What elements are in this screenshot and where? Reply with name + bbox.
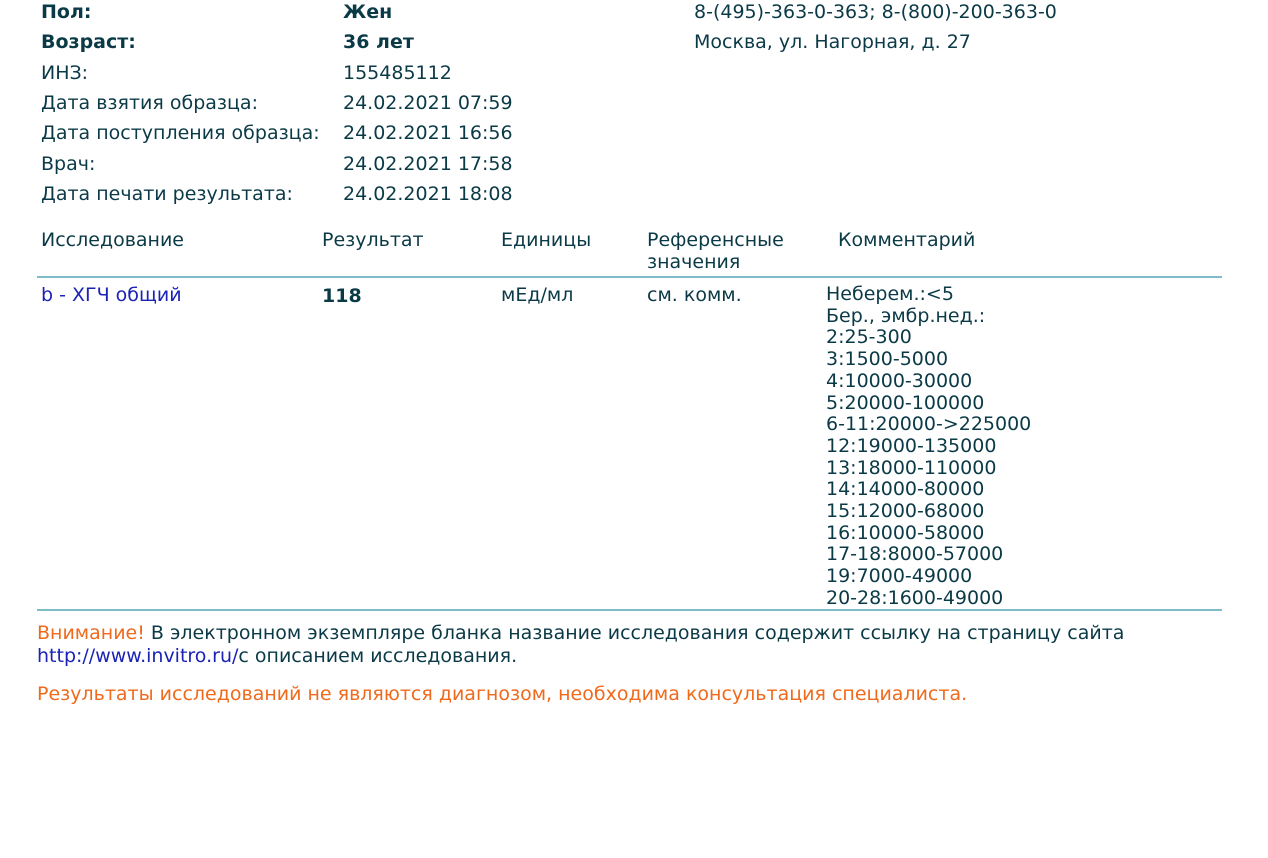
units-value: мЕд/мл [501, 284, 574, 306]
header-result: Результат [322, 229, 424, 251]
print-date-value: 24.02.2021 18:08 [343, 183, 513, 205]
attention-text: В электронном экземпляре бланка название исследования содержит ссылку на страницу сайта [144, 622, 1125, 644]
sample-received-value: 24.02.2021 16:56 [343, 122, 513, 144]
gender-label: Пол: [41, 1, 92, 23]
table-bottom-rule [37, 609, 1222, 611]
comment-line: 2:25-300 [826, 326, 912, 349]
header-comment: Комментарий [838, 229, 976, 251]
sample-taken-value: 24.02.2021 07:59 [343, 92, 513, 114]
comment-list [826, 284, 1031, 610]
reference-value: см. комм. [647, 284, 742, 306]
comment-line: 6-11:20000->225000 [826, 413, 1032, 436]
comment-line: 14:14000-80000 [826, 478, 985, 501]
print-date-label: Дата печати результата: [41, 183, 293, 205]
comment-line: 17-18:8000-57000 [826, 543, 1004, 566]
comment-line: 20-28:1600-49000 [826, 586, 1004, 609]
comment-line: Неберем.:<5 [826, 283, 954, 305]
comment-line: 12:19000-135000 [826, 434, 997, 457]
header-reference [647, 229, 784, 273]
attention-word: Внимание! [37, 622, 145, 644]
sample-received-label: Дата поступления образца: [41, 122, 320, 144]
disclaimer: Результаты исследований не являются диагнозом, необходима консультация специалиста. [37, 683, 968, 705]
inz-label: ИНЗ: [41, 62, 89, 84]
comment-line: 16:10000-58000 [826, 521, 985, 544]
comment-line: 13:18000-110000 [826, 456, 997, 479]
gender-value: Жен [343, 1, 393, 23]
comment-line: 5:20000-100000 [826, 391, 985, 414]
attention-note [37, 622, 1124, 645]
header-test: Исследование [41, 229, 185, 251]
age-value: 36 лет [343, 31, 414, 53]
lab-phones: 8-(495)-363-0-363; 8-(800)-200-363-0 [694, 1, 1057, 23]
comment-line: 15:12000-68000 [826, 500, 985, 523]
table-header-rule [37, 276, 1222, 278]
doctor-label: Врач: [41, 153, 96, 175]
lab-address: Москва, ул. Нагорная, д. 27 [694, 31, 971, 53]
sample-taken-label: Дата взятия образца: [41, 92, 258, 114]
header-reference-line2: значения [647, 251, 741, 273]
result-value: 118 [322, 285, 362, 307]
age-label: Возраст: [41, 31, 136, 53]
header-reference-line1: Референсные [647, 229, 784, 251]
url-suffix: с описанием исследования. [238, 645, 518, 667]
attention-note-line2 [37, 645, 517, 668]
comment-line: 19:7000-49000 [826, 565, 973, 588]
test-name-link[interactable]: b - ХГЧ общий [41, 284, 182, 306]
inz-value: 155485112 [343, 62, 452, 84]
header-units: Единицы [501, 229, 592, 251]
comment-line: 4:10000-30000 [826, 369, 973, 392]
invitro-link[interactable]: http://www.invitro.ru/ [37, 645, 239, 667]
comment-line: Бер., эмбр.нед.: [826, 304, 986, 327]
comment-line: 3:1500-5000 [826, 348, 949, 371]
doctor-value: 24.02.2021 17:58 [343, 153, 513, 175]
